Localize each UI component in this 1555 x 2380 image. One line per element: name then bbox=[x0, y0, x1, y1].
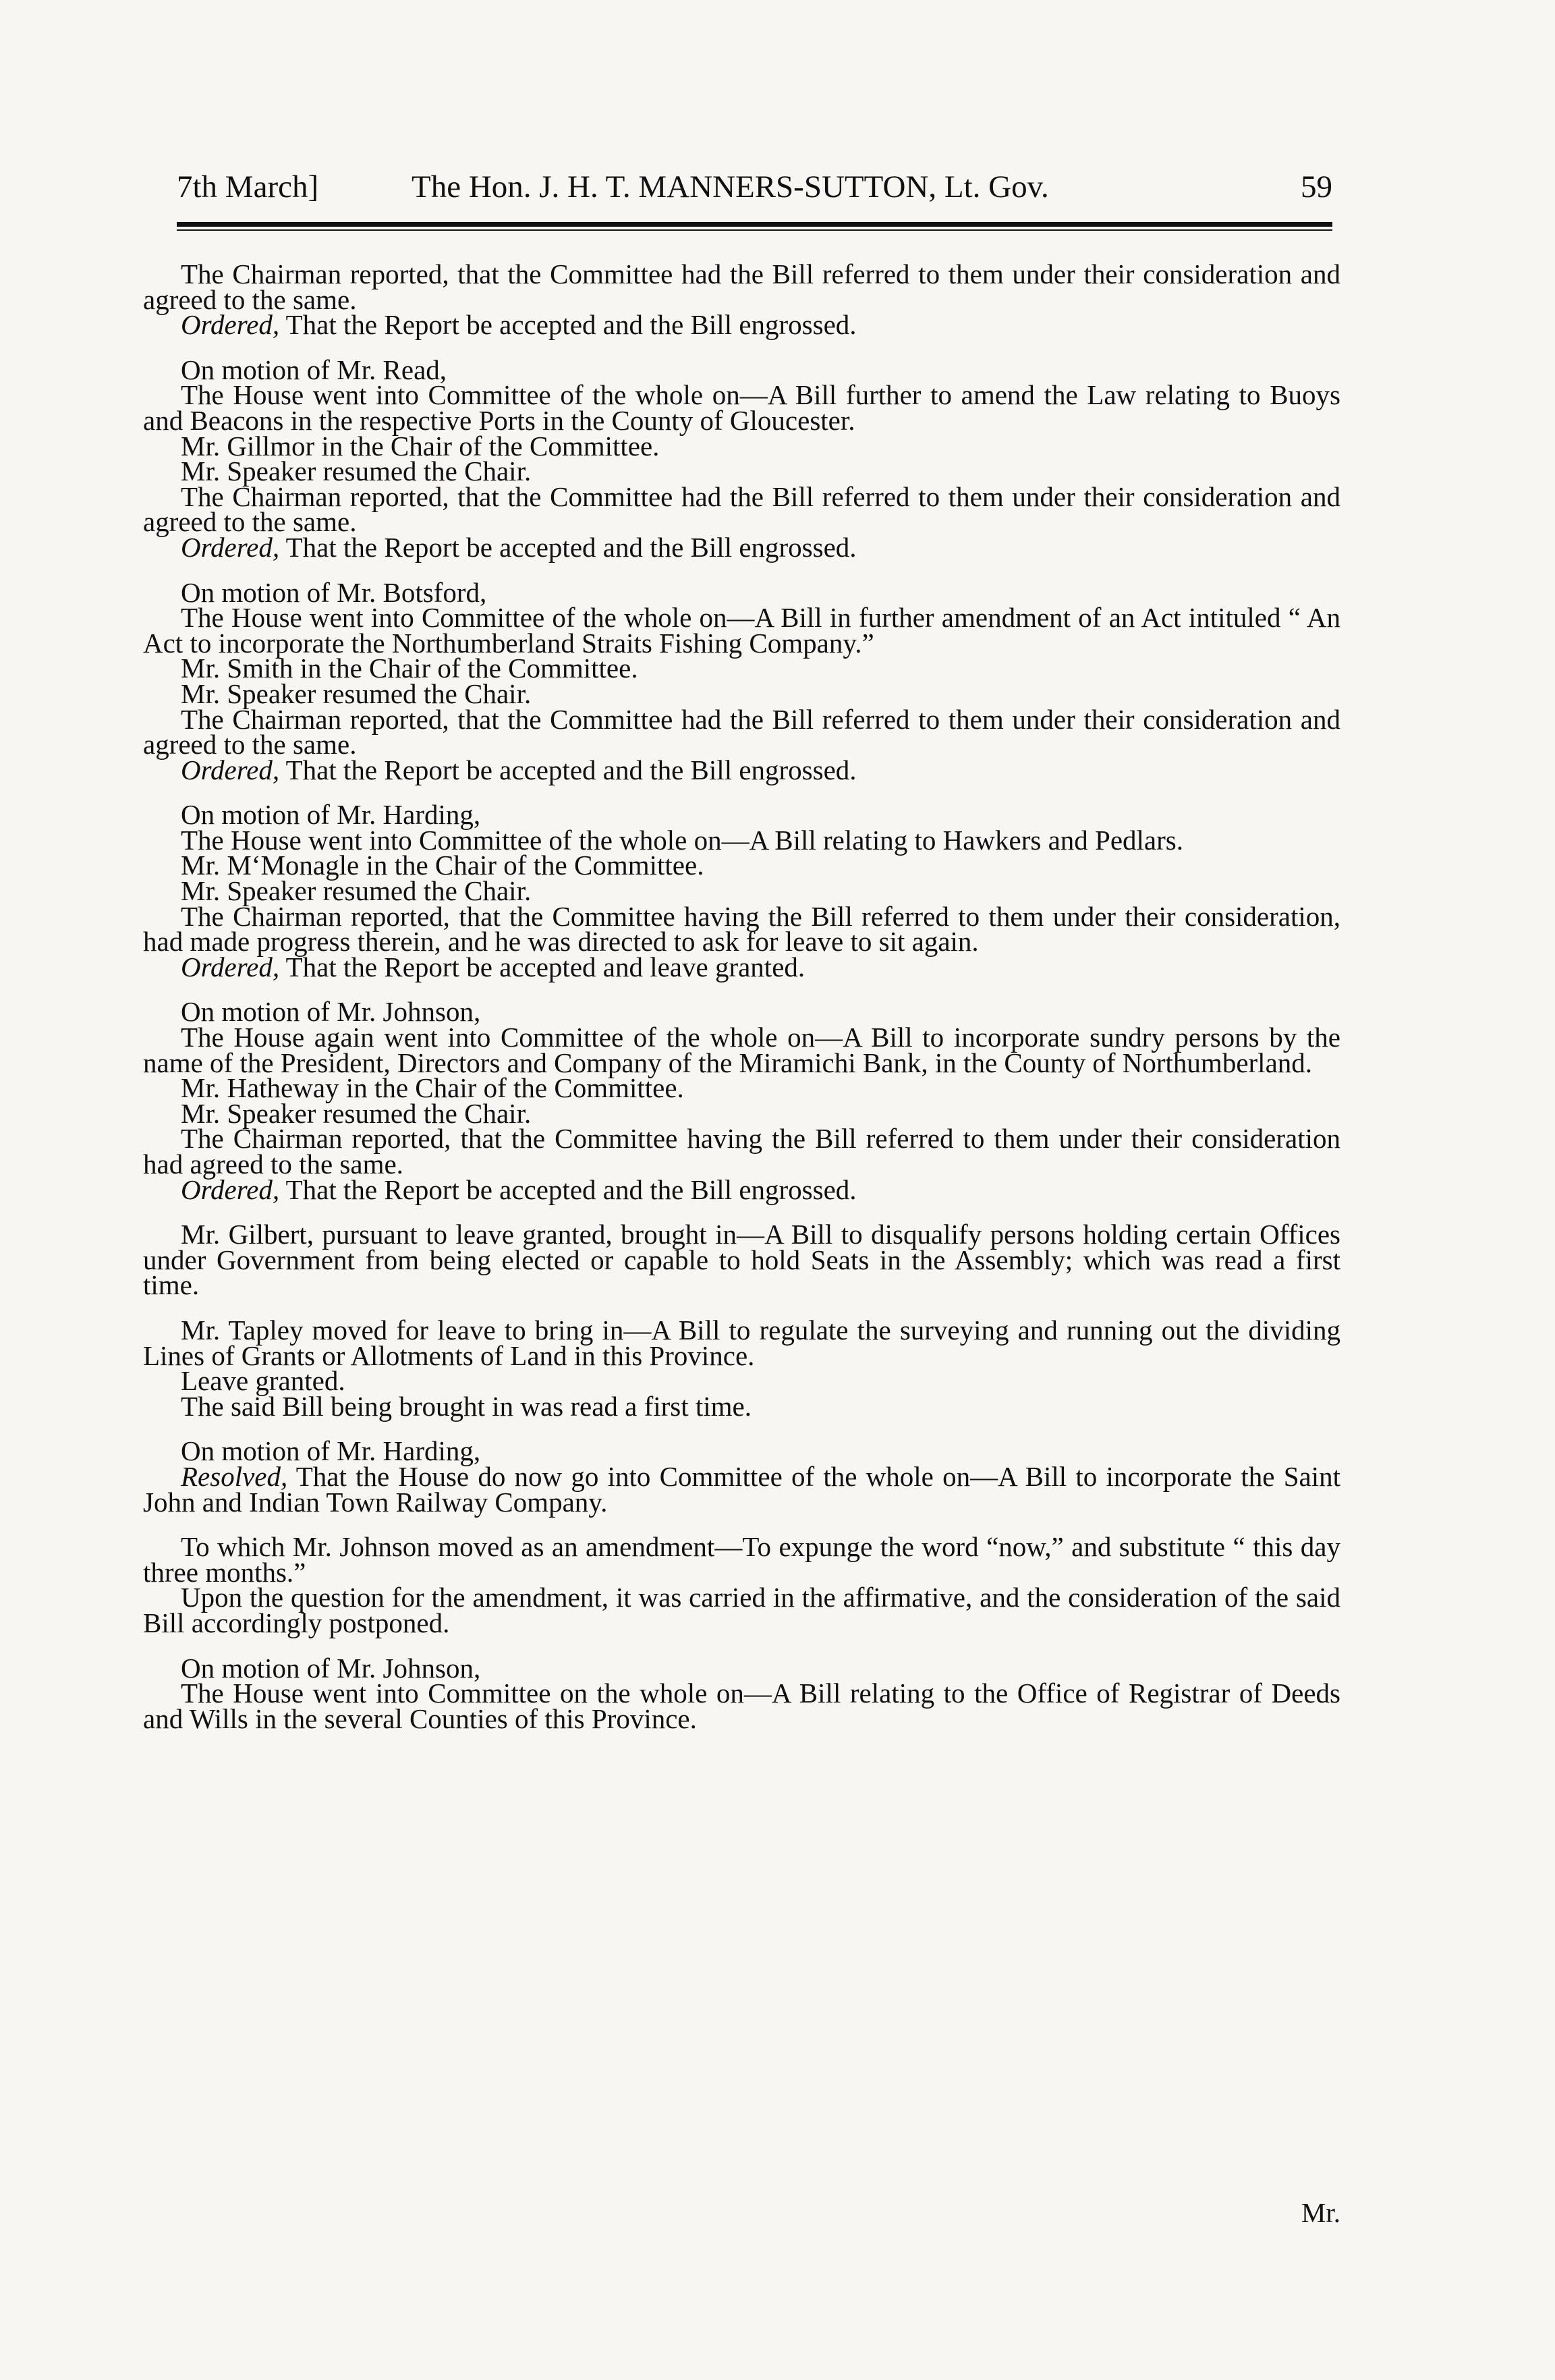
paragraph-text: On motion of Mr. Botsford, bbox=[181, 576, 487, 608]
header-rule-thick bbox=[177, 222, 1332, 227]
paragraph-text: Mr. Speaker resumed the Chair. bbox=[181, 455, 532, 487]
journal-paragraph bbox=[143, 258, 1340, 315]
paragraph-text: Mr. Gilbert, pursuant to leave granted, brought in—A Bill to disqualify persons holding certain Offices under Government from being elected or capable to hold Seats in the Assembly; which was read a first time. bbox=[143, 1219, 1340, 1301]
paragraph-text: Mr. M‘Monagle in the Chair of the Committee. bbox=[181, 850, 704, 881]
paragraph-text: To which Mr. Johnson moved as an amendment—To expunge the word “now,” and substitute “ this day three months.” bbox=[143, 1531, 1340, 1588]
journal-body bbox=[143, 258, 1340, 1734]
paragraph-text: The House went into Committee of the whole on—A Bill further to amend the Law relating to Buoys and Beacons in the respective Ports in the County of Gloucester. bbox=[143, 379, 1340, 436]
paragraph-text: On motion of Mr. Johnson, bbox=[181, 1652, 481, 1684]
paragraph-text: That the Report be accepted and the Bill engrossed. bbox=[279, 1173, 857, 1205]
paragraph-text: Mr. Hatheway in the Chair of the Committee. bbox=[181, 1072, 684, 1104]
journal-paragraph bbox=[143, 703, 1340, 760]
journal-paragraph bbox=[143, 1531, 1340, 1588]
journal-paragraph bbox=[143, 900, 1340, 958]
journal-paragraph bbox=[143, 531, 1340, 563]
header-date: 7th March] bbox=[177, 169, 319, 204]
paragraph-text: Upon the question for the amendment, it was carried in the affirmative, and the consideration of the said Bill accordingly postponed. bbox=[143, 1582, 1340, 1638]
journal-paragraph bbox=[143, 309, 1340, 341]
italic-lead-word: Resolved, bbox=[181, 1460, 288, 1492]
paragraph-text: The Chairman reported, that the Committee had the Bill referred to them under their consideration and agreed to the same. bbox=[143, 480, 1340, 538]
paragraph-text: Mr. Tapley moved for leave to bring in—A Bill to regulate the surveying and running out the dividing Lines of Grants or Allotments of Land in this Province. bbox=[143, 1314, 1340, 1371]
italic-lead-word: Ordered, bbox=[181, 531, 280, 563]
journal-paragraph bbox=[143, 1173, 1340, 1205]
paragraph-text: On motion of Mr. Harding, bbox=[181, 799, 481, 831]
journal-paragraph bbox=[143, 480, 1340, 538]
journal-paragraph bbox=[143, 1582, 1340, 1638]
italic-lead-word: Ordered, bbox=[181, 1173, 280, 1205]
paragraph-text: Mr. Speaker resumed the Chair. bbox=[181, 677, 532, 709]
italic-lead-word: Ordered, bbox=[181, 754, 280, 785]
journal-paragraph bbox=[143, 1460, 1340, 1518]
journal-paragraph bbox=[143, 1678, 1340, 1734]
paragraph-text: That the Report be accepted and the Bill engrossed. bbox=[279, 531, 857, 563]
paragraph-text: Mr. Speaker resumed the Chair. bbox=[181, 875, 532, 907]
journal-paragraph bbox=[143, 1022, 1340, 1078]
journal-paragraph bbox=[143, 1123, 1340, 1180]
page-number: 59 bbox=[1301, 169, 1332, 204]
paragraph-text: The House went into Committee of the whole on—A Bill relating to Hawkers and Pedlars. bbox=[181, 824, 1183, 856]
paragraph-text: The Chairman reported, that the Committee having the Bill referred to them under their consideration had agreed to the same. bbox=[143, 1123, 1340, 1180]
journal-paragraph bbox=[143, 602, 1340, 659]
journal-paragraph bbox=[143, 1390, 1340, 1422]
paragraph-text: That the Report be accepted and the Bill engrossed. bbox=[279, 309, 857, 341]
italic-lead-word: Ordered, bbox=[181, 309, 280, 341]
running-header bbox=[177, 169, 1332, 209]
header-rule-thin bbox=[177, 229, 1332, 231]
paragraph-text: Leave granted. bbox=[181, 1365, 345, 1397]
paragraph-text: That the House do now go into Committee of the whole on—A Bill to incorporate the Saint John and Indian Town Railway Company. bbox=[143, 1460, 1340, 1518]
paragraph-text: On motion of Mr. Read, bbox=[181, 354, 447, 385]
paragraph-text: The House went into Committee on the whole on—A Bill relating to the Office of Registrar of Deeds and Wills in the several Counties of this Province. bbox=[143, 1678, 1340, 1734]
paragraph-text: On motion of Mr. Harding, bbox=[181, 1435, 481, 1467]
paragraph-text: The Chairman reported, that the Committee had the Bill referred to them under their consideration and agreed to the same. bbox=[143, 703, 1340, 760]
journal-paragraph bbox=[143, 1314, 1340, 1371]
paragraph-text: That the Report be accepted and leave granted. bbox=[279, 951, 805, 983]
catchword: Mr. bbox=[1301, 2197, 1340, 2228]
paragraph-text: The House again went into Committee of the whole on—A Bill to incorporate sundry persons by the name of the President, Directors and Company of the Miramichi Bank, in the County of Northumberland. bbox=[143, 1022, 1340, 1078]
paragraph-text: On motion of Mr. Johnson, bbox=[181, 996, 481, 1028]
paragraph-text: The Chairman reported, that the Committee having the Bill referred to them under their consideration, had made progress therein, and he was directed to ask for leave to sit again. bbox=[143, 900, 1340, 958]
paragraph-text: The Chairman reported, that the Committee had the Bill referred to them under their consideration and agreed to the same. bbox=[143, 258, 1340, 315]
paragraph-text: Mr. Gillmor in the Chair of the Committee. bbox=[181, 430, 660, 462]
paragraph-text: Mr. Speaker resumed the Chair. bbox=[181, 1097, 532, 1129]
header-title: The Hon. J. H. T. MANNERS-SUTTON, Lt. Gov. bbox=[412, 169, 1049, 204]
paragraph-text: That the Report be accepted and the Bill engrossed. bbox=[279, 754, 857, 785]
paragraph-text: The said Bill being brought in was read a first time. bbox=[181, 1390, 752, 1422]
journal-paragraph bbox=[143, 754, 1340, 785]
journal-paragraph bbox=[143, 951, 1340, 983]
paragraph-text: The House went into Committee of the whole on—A Bill in further amendment of an Act intituled “ An Act to incorporate the Northumberland Straits Fishing Company.” bbox=[143, 602, 1340, 659]
journal-paragraph bbox=[143, 379, 1340, 436]
paragraph-text: Mr. Smith in the Chair of the Committee. bbox=[181, 653, 638, 684]
journal-paragraph bbox=[143, 1219, 1340, 1301]
italic-lead-word: Ordered, bbox=[181, 951, 280, 983]
